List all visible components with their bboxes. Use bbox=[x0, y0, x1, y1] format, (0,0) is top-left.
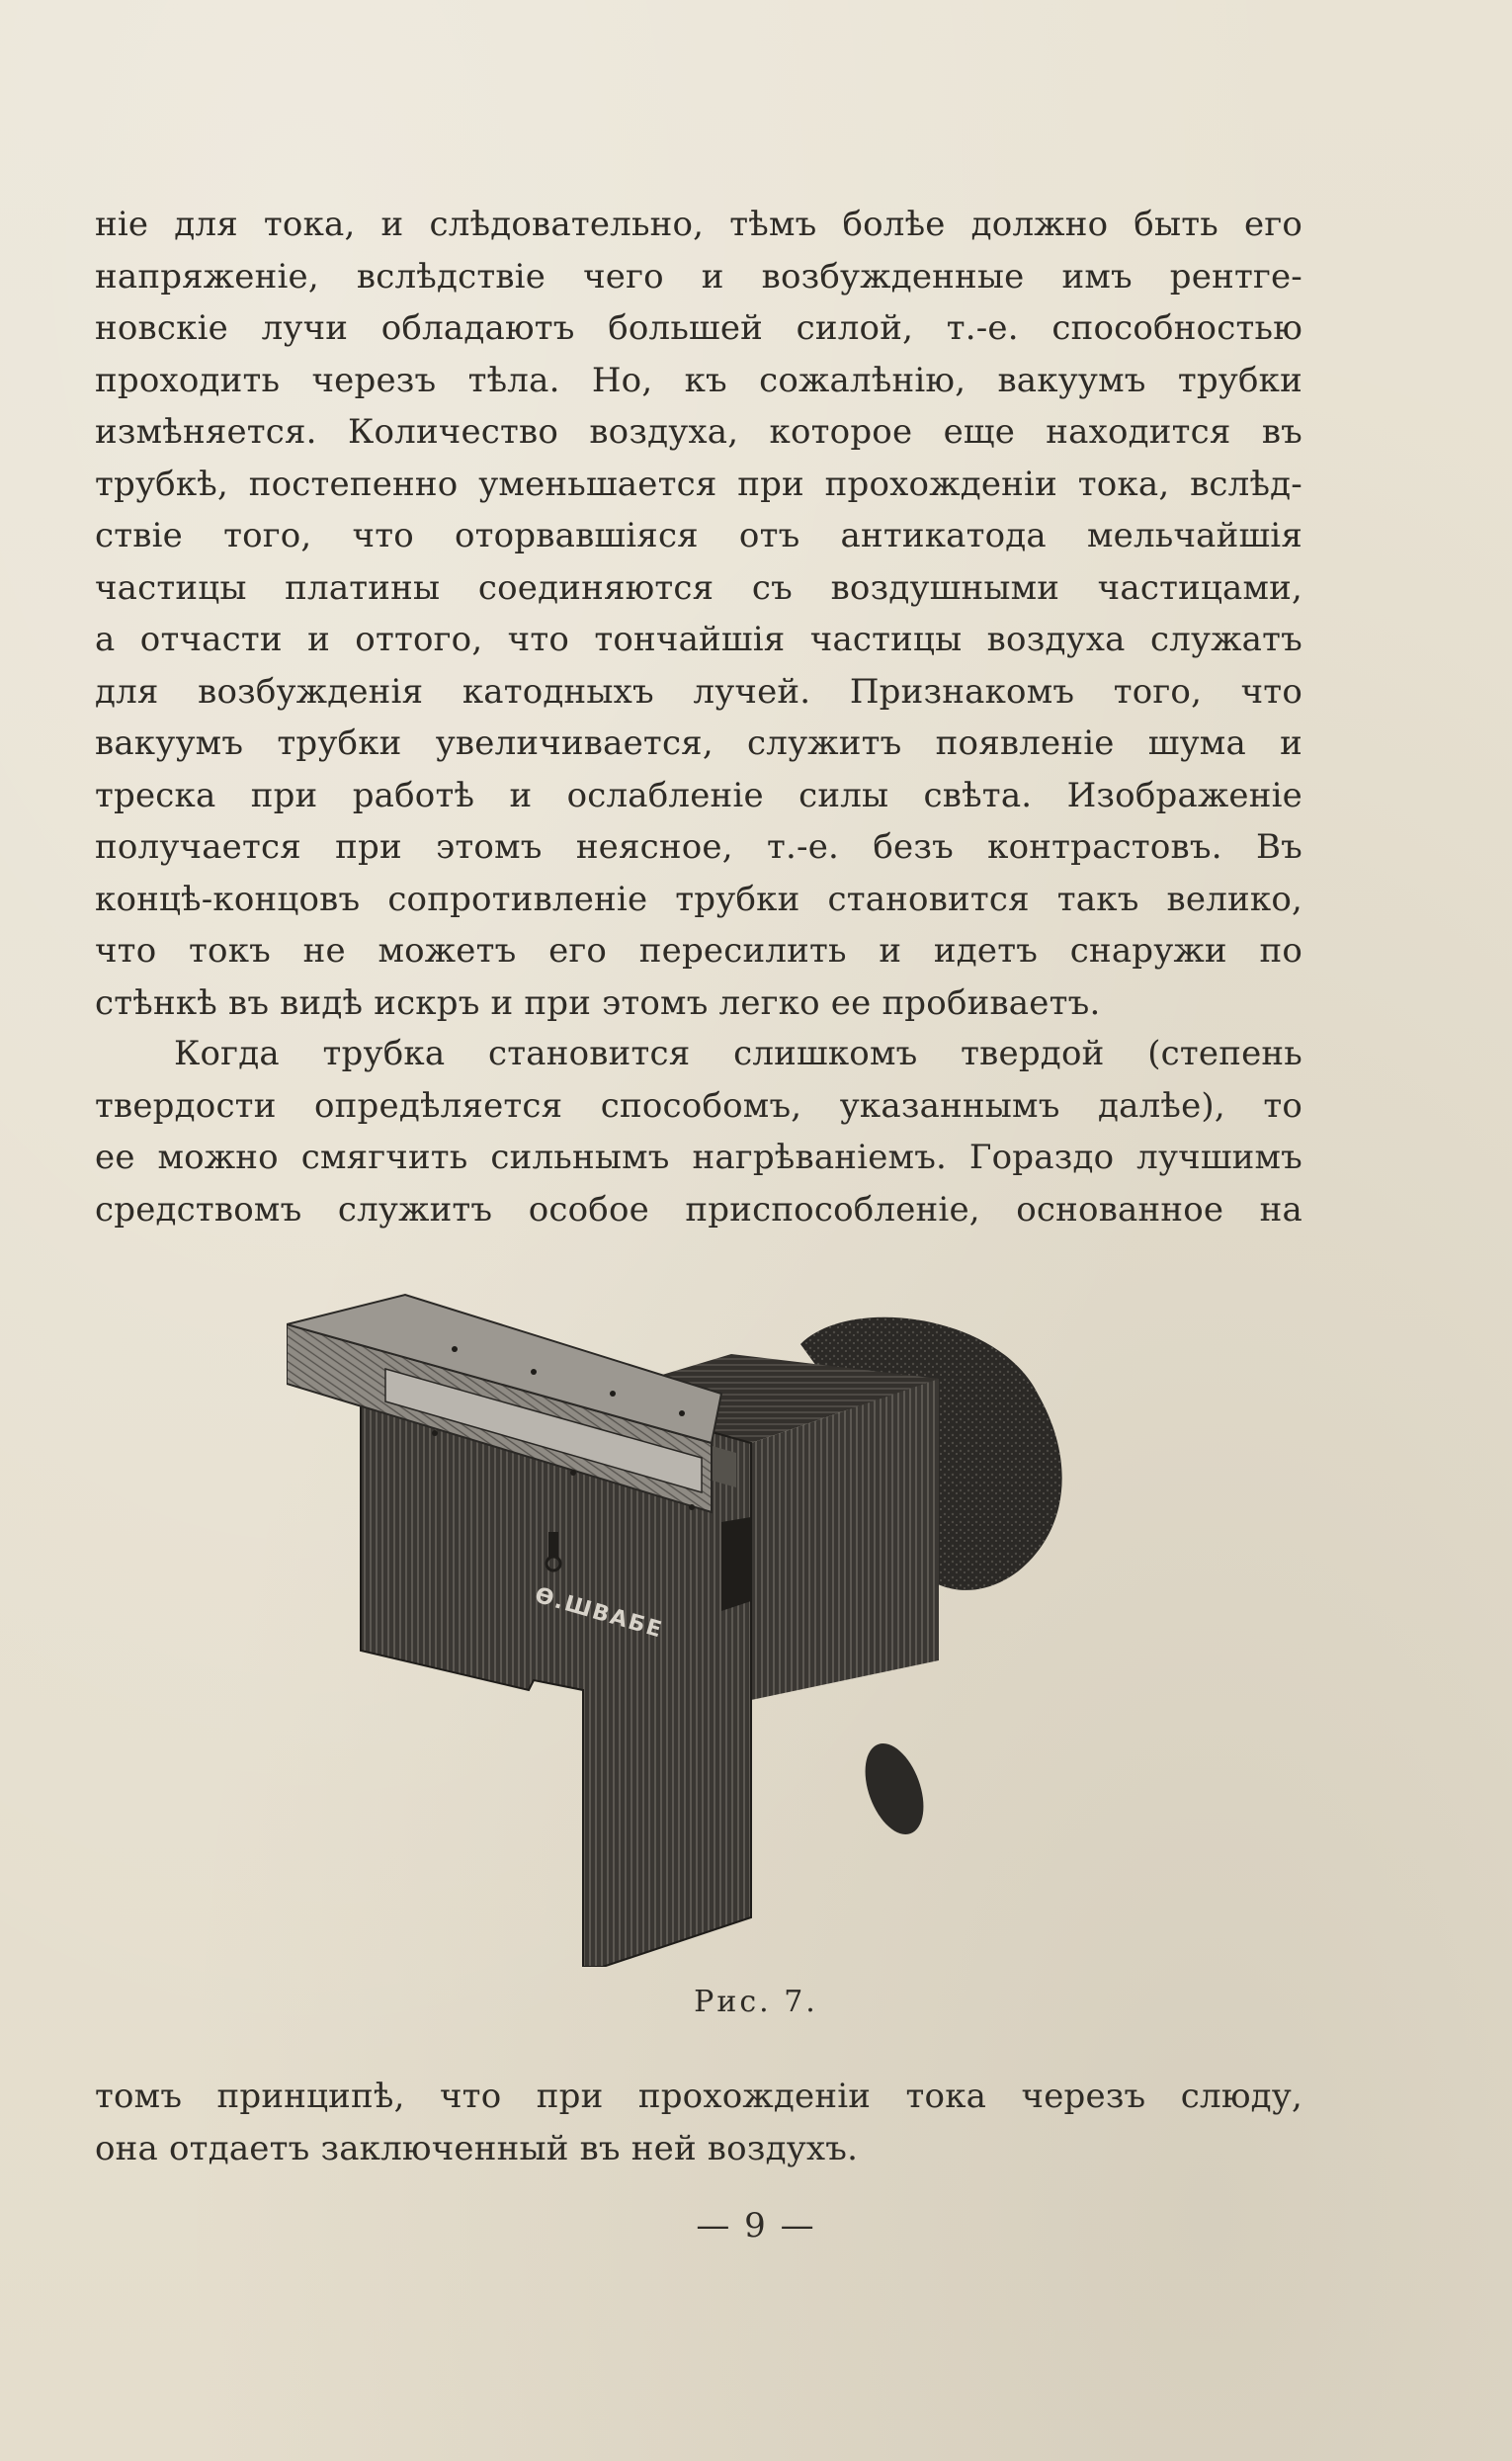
text-line: проходить черезъ тѣла. Но, къ сожалѣнію, вакуумъ трубки bbox=[95, 360, 1302, 400]
side-knob bbox=[854, 1736, 935, 1842]
text-line: что токъ не можетъ его пересилить и идетъ снаружи по bbox=[95, 931, 1302, 971]
text-line: стѣнкѣ въ видѣ искръ и при этомъ легко ее пробиваетъ. bbox=[95, 982, 1101, 1023]
text-line: частицы платины соединяются съ воздушными частицами, bbox=[95, 567, 1302, 608]
text-line: Когда трубка становится слишкомъ твердой (степень bbox=[174, 1034, 1302, 1073]
text-line: а отчасти и оттого, что тончайшія частицы воздуха служатъ bbox=[95, 620, 1302, 659]
text-line: ее можно смягчить сильнымъ нагрѣваніемъ. Гораздо лучшимъ bbox=[95, 1138, 1302, 1177]
text-line: твердости опредѣляется способомъ, указаннымъ далѣе), то bbox=[95, 1085, 1302, 1126]
text-line: измѣняется. Количество воздуха, которое еще находится въ bbox=[95, 412, 1302, 452]
text-line: ніе для тока, и слѣдовательно, тѣмъ болѣе должно быть его bbox=[95, 205, 1302, 244]
page-number: — 9 — bbox=[696, 2206, 816, 2246]
text-line: томъ принципѣ, что при прохожденіи тока черезъ слюду, bbox=[95, 2077, 1302, 2116]
text-line: получается при этомъ неясное, т.-е. безъ контрастовъ. Въ bbox=[95, 827, 1302, 867]
paragraph-tube-vacuum bbox=[95, 199, 1302, 1029]
maker-mark: Ѳ.ШВАБЕ bbox=[532, 1582, 666, 1644]
text-line: трубкѣ, постепенно уменьшается при прохожденіи тока, вслѣд- bbox=[95, 464, 1302, 504]
figure-caption: Рис. 7. bbox=[694, 1985, 818, 2019]
paragraph-mica-principle bbox=[95, 2071, 1302, 2174]
text-line: средствомъ служитъ особое приспособленіе, основанное на bbox=[95, 1189, 1302, 1230]
text-line: треска при работѣ и ослабленіе силы свѣта. Изображеніе bbox=[95, 775, 1302, 815]
text-line: она отдаетъ заключенный въ ней воздухъ. bbox=[95, 2128, 859, 2168]
text-line: новскіе лучи обладаютъ большей силой, т.-е. способностью bbox=[95, 308, 1302, 348]
paragraph-tube-softening bbox=[95, 1028, 1302, 1235]
text-line: для возбужденія катодныхъ лучей. Признакомъ того, что bbox=[95, 671, 1302, 712]
text-line: ствіе того, что оторвавшіяся отъ антикатода мельчайшія bbox=[95, 516, 1302, 555]
text-line: концѣ-концовъ сопротивленіе трубки становится такъ велико, bbox=[95, 879, 1302, 919]
text-line: вакуумъ трубки увеличивается, служитъ появленіе шума и bbox=[95, 723, 1302, 763]
text-line: напряженіе, вслѣдствіе чего и возбужденные имъ рентге- bbox=[95, 256, 1302, 297]
figure-7-engraving bbox=[287, 1275, 1136, 1967]
